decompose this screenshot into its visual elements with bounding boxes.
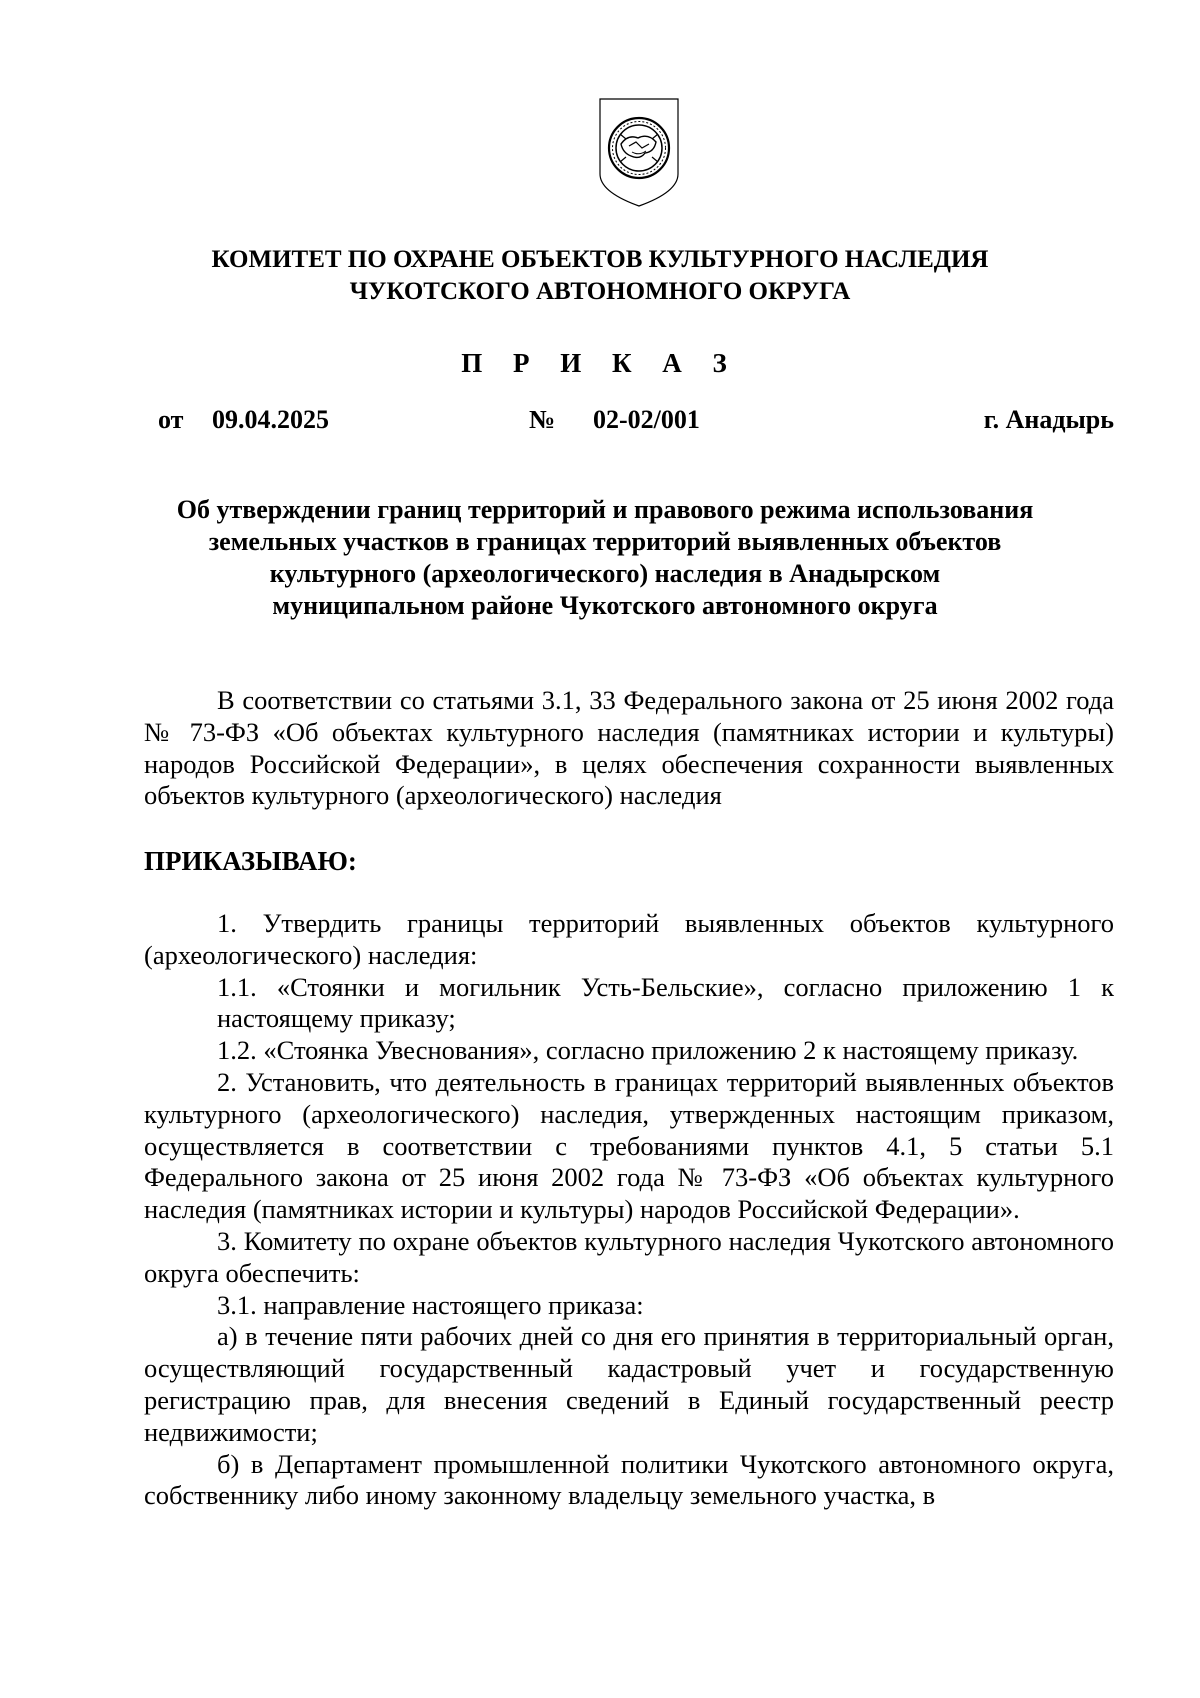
subject-line-1: Об утверждении границ территорий и правового режима использования: [176, 495, 1034, 524]
clause-1-2: 1.2. «Стоянка Увеснования», согласно приложению 2 к настоящему приказу.: [217, 1035, 1079, 1066]
preamble-paragraph: В соответствии со статьями 3.1, 33 Федерального закона от 25 июня 2002 года № 73-ФЗ «Об объектах культурного наследия (памятниках истории и культуры) народов Российской Федерации», в целях обеспечения сохранности выявленных объектов культурного (археологического) наследия: [144, 685, 1114, 811]
coat-of-arms-icon: [596, 96, 682, 208]
clause-3-1-b: б) в Департамент промышленной политики Чукотского автономного округа, собственнику либо иному законному владельцу земельного участка, в: [144, 1448, 1114, 1511]
date-prefix: от: [158, 405, 184, 434]
organization-name-line-2: ЧУКОТСКОГО АВТОНОМНОГО ОКРУГА: [349, 278, 851, 305]
number-prefix: №: [529, 405, 556, 434]
order-command: ПРИКАЗЫВАЮ:: [144, 846, 357, 877]
clause-1-1: 1.1. «Стоянки и могильник Усть-Бельские», согласно приложению 1 к настоящему приказу;: [217, 971, 1114, 1034]
clause-2: 2. Установить, что деятельность в границах территорий выявленных объектов культурного (археологического) наследия, утвержденных настоящим приказом, осуществляется в соответствии с требованиями пунктов 4.1, 5 статьи 5.1 Федерального закона от 25 июня 2002 года № 73-ФЗ «Об объектах культурного наследия (памятниках истории и культуры) народов Российской Федерации».: [144, 1066, 1114, 1225]
document-body: [144, 685, 1114, 1512]
organization-name-line-1: КОМИТЕТ ПО ОХРАНЕ ОБЪЕКТОВ КУЛЬТУРНОГО НАСЛЕДИЯ: [211, 246, 989, 273]
document-type-title: П Р И К А З: [461, 348, 739, 378]
clause-1: 1. Утвердить границы территорий выявленных объектов культурного (археологического) наследия:: [144, 907, 1114, 970]
document-subject: [120, 494, 1090, 622]
clause-3-1: 3.1. направление настоящего приказа:: [217, 1289, 644, 1320]
subject-line-3: культурного (археологического) наследия в Анадырском: [269, 559, 941, 588]
subject-line-2: земельных участков в границах территорий выявленных объектов: [208, 527, 1002, 556]
clause-3: 3. Комитету по охране объектов культурного наследия Чукотского автономного округа обеспечить:: [144, 1225, 1114, 1288]
document-number: 02-02/001: [593, 405, 700, 434]
document-date: 09.04.2025: [212, 405, 329, 434]
clause-3-1-a: а) в течение пяти рабочих дней со дня его принятия в территориальный орган, осуществляющий государственный кадастровый учет и государственную регистрацию прав, для внесения сведений в Единый государственный реестр недвижимости;: [144, 1321, 1114, 1447]
organization-name: [0, 244, 1200, 308]
document-city: г. Анадырь: [983, 405, 1114, 434]
subject-line-4: муниципальном районе Чукотского автономного округа: [272, 591, 938, 620]
